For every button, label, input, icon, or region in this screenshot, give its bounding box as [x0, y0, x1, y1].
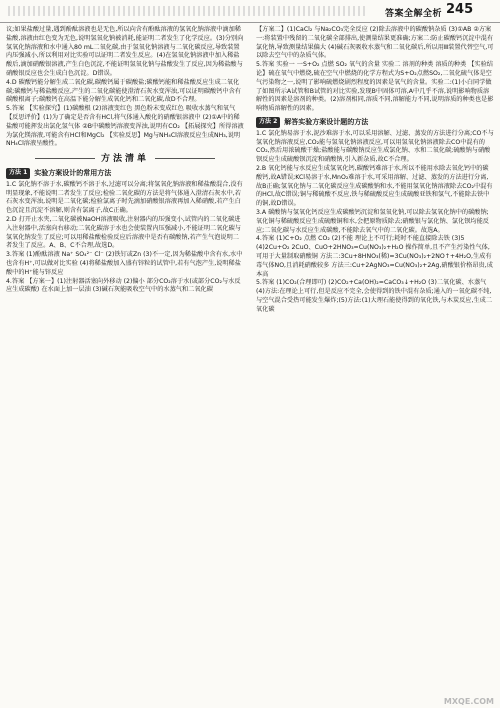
method2-answer-4: 4.答案 (1)C+O₂ 点燃 CO₂ (2)不能 理论上不可行;耗时不能直接除去铁 (3)5 (4)2Cu+O₂ 2CuO、CuO+2HNO₃=Cu(NO₃)₂+H₂O 操作简单,且不产生污染性气体,可用于大量制取硝酸铜 方法二:3Cu+8HNO₃(稀)=3Cu(NO₃)₂+2NO↑+4H₂O,生成有毒气体NO,且消耗硝酸较多 方法三:Cu+2AgNO₃=Cu(NO₃)₂+2Ag,硝酸银价格昂贵,成本高 — [256, 235, 493, 278]
method2-answer-2: 2.B 氧化钙能与水反应生成氢氧化钙,碳酸钙难溶于水,所以不能用水除去氧化钙中的碳酸钙,故A错误;KCl易溶于水,MnO₂难溶于水,可采用溶解、过滤、蒸发的方法进行分离,故B正确;氢氧化钠与二氧化碳反应生成碳酸钠和水,不能用氢氧化钠溶液除去CO₂中混有的HCl,故C错误;铜与稀硫酸不反应,铁与稀硫酸反应生成硫酸亚铁和氢气,不能除去铁中的铜,故D错误。 — [256, 164, 493, 208]
answer-5: 5.答案 【实验探究】(1)碳酸根 (2)溶液变红色 黑色粉末变成红色 吸收水蒸气和氧气 【反思评价】(1)为了确定是否含有HCl,将气体通入酸化的硝酸银溶液中 (2)①A中的稀盐酸可能挥发出氯化氢气体 ②B中碳酸钙溶液变浑浊,说明有CO₂ 【拓展探究】所得溶液为氯化镁溶液,可能含有HCl和MgCl₂ 【实验反思】Mg与NH₄Cl溶液反应生成NH₃,说明NH₄Cl溶液呈酸性。 — [6, 105, 244, 148]
method1-answer-3: 3.答案 (1)酚酞溶液 Na⁺ SO₄²⁻ Cl⁻ (2)铁钉或Zn (3)不一定,因为稀盐酸中含有水,水中也含有H⁺,可以做对比实验 (4)将稀盐酸加入盛有锌粒的试管中,若有气泡产生,说明稀盐酸中的H⁺能与锌反应 — [6, 251, 243, 276]
method-title: 解答实验方案设计题的方法 — [284, 117, 369, 126]
right-column — [256, 26, 494, 315]
header-title: 答案全解全析 — [385, 9, 443, 19]
method-title: 实验方案设计的常用方法 — [34, 168, 112, 177]
answer-5: 5.答案 实验一 一S+O₂ 点燃 SO₂ 氧气的含量 实验二 溶剂的种类 溶质的种类 【实验结论】硫在氧气中燃烧,硫在空气中燃烧的化学方程式为S+O₂点燃SO₂,二氧化硫气体是空气污染物之一,说明了影响硫燃烧剧烈程度的因素是氧气的含量。实验二:(1)小白同学做了如图所示A试管和B试管的对比实验,发现B中固体可溶,A中几乎不溶,说明影响物质溶解性的因素是溶剂的种类。(2)溶剂相同,溶质不同,溶解能力不同,说明溶质的种类也是影响物质溶解性的因素。 — [256, 61, 494, 113]
method1-answer-1: 1.C 氯化钠不溶于水,碳酸钙不溶于水,过滤可以分离;将氢氧化钠溶液和稀盐酸混合,没有明显现象,不能说明二者发生了反应;检验二氧化碳的方法是将气体通入澄清石灰水中,若石灰水变浑浊,说明是二氧化碳;检验氯离子时先滴加硝酸银溶液再加入稀硝酸,若产生白色沉淀且沉淀不溶解,则含有氯离子,故C正确。 — [6, 180, 243, 215]
paragraph: 议;如果盐酸过量,遇到酚酞溶液也是无色,所以向含有酚酞溶液的氢氧化钠溶液中滴加稀盐酸,溶液由红色变为无色,说明氢氧化钠被消耗,能证明二者发生了化学反应。(3)分别向氢氧化钠溶液和水中通入80 mL二氧化碳,由于氢氧化钠溶液与二氧化碳反应,导致装置内压强减小,所以利用对比实验可以证明二者发生反应。(4)在氢氧化钠溶液中加入稀盐酸后,滴加硝酸银溶液,产生白色沉淀,不能证明氢氧化钠与盐酸发生了反应,因为稀盐酸与硝酸银反应也会生成白色沉淀。D错误。 — [6, 26, 244, 77]
answer-4: 4.D 碳酸钙能分解生成二氧化碳,碳酸钙属于碳酸盐;碳酸钙能和稀盐酸反应生成二氧化碳;碳酸钙与稀盐酸反应,产生的二氧化碳能使澄清石灰水变浑浊,可以证明碳酸钙中含有碳酸根离子;碳酸钙在高温下能分解生成氧化钙和二氧化碳,故D不合理。 — [6, 78, 241, 104]
method-2-heading — [256, 117, 494, 128]
section-title: 方法清单 — [6, 155, 244, 164]
method2-answer-3: 3.A 碳酸钠与氢氧化钙反应生成碳酸钙沉淀和氢氧化钠,可以除去氢氧化钠中的碳酸钠;氧化铜与稀硫酸反应生成硫酸铜和水,会把原物质除去;硝酸银与氯化钠、氯化钡均能反应;二氧化碳与水反应生成碳酸,不能除去氧气中的二氧化碳。故选A。 — [256, 208, 489, 234]
method1-answer-2: 2.D 打开止水夹,二氧化碳被NaOH溶液吸收,注射器内的压强变小,试管内的二氧化碳进入注射器中,活塞向右移动;二氧化碳溶于水也会使装置内压强减小,不能证明二氧化碳与氢氧化钠发生了反应;可以用稀盐酸检验反应后溶液中是否有碳酸钠,若产生气泡说明二者发生了反应。A、B、C不合理,故选D。 — [6, 215, 241, 250]
method2-answer-1: 1.C 氯化钠易溶于水,泥沙难溶于水,可以采用溶解、过滤、蒸发的方法进行分离;CO不与氢氧化钠溶液反应,CO₂能与氢氧化钠溶液反应,可以用氢氧化钠溶液除去CO中混有的CO₂,然后用浓硫酸干燥;盐酸能与碳酸钠反应生成氯化钠、水和二氧化碳;硫酸钠与硝酸钡反应生成硫酸钡沉淀和硝酸钠,引入新杂质,故C不合理。 — [256, 129, 494, 164]
watermark: MXQE.COM — [443, 697, 494, 706]
method-tag: 方法 1 — [6, 168, 30, 179]
method-tag: 方法 2 — [256, 117, 280, 128]
page-number: 245 — [446, 2, 474, 17]
method1-answer-4: 4.答案 【方案一】(1)注射器活塞向外移动 (2)偏小 部分CO₂溶于水(或部分CO₂与水反应生成碳酸) 在水面上加一层油 (3)碱石灰能吸收空气中的水蒸气和二氧化碳 — [6, 277, 241, 294]
method2-answer-5: 5.答案 (1)CO₂(合理即可) (2)CO₂+Ca(OH)₂=CaCO₃↓+H₂O (3)二氧化碳、水蒸气 (4)方法:在理论上可行,但是反应不完全,会使得到的铁中混有杂质;通入的一氧化碳不纯,与空气混合受热可能发生爆炸;(5)方法:(1)大理石能使得到的氧化铁,与木炭反应,生成二氧化碳 — [256, 279, 493, 313]
page-header — [0, 0, 500, 23]
left-column — [6, 26, 244, 295]
header-decoration — [8, 6, 368, 16]
method-1-heading — [6, 168, 244, 179]
paragraph: 【方案二】(1)CaCl₂ 与Na₂CO₃完全反应 (2)除去溶液中的碳酸钠杂质 (3)①AB ②方案一:将装置中残留的二氧化碳全部排出,使测量结果更准确;方案二:防止碳酸钙沉淀中混有氯化钠,导致测量结果偏大 (4)碱石灰吸收水蒸气和二氧化碳后,所以用Ⅲ装置代替空气,可以除去空气中的杂质气体。 — [256, 26, 494, 60]
